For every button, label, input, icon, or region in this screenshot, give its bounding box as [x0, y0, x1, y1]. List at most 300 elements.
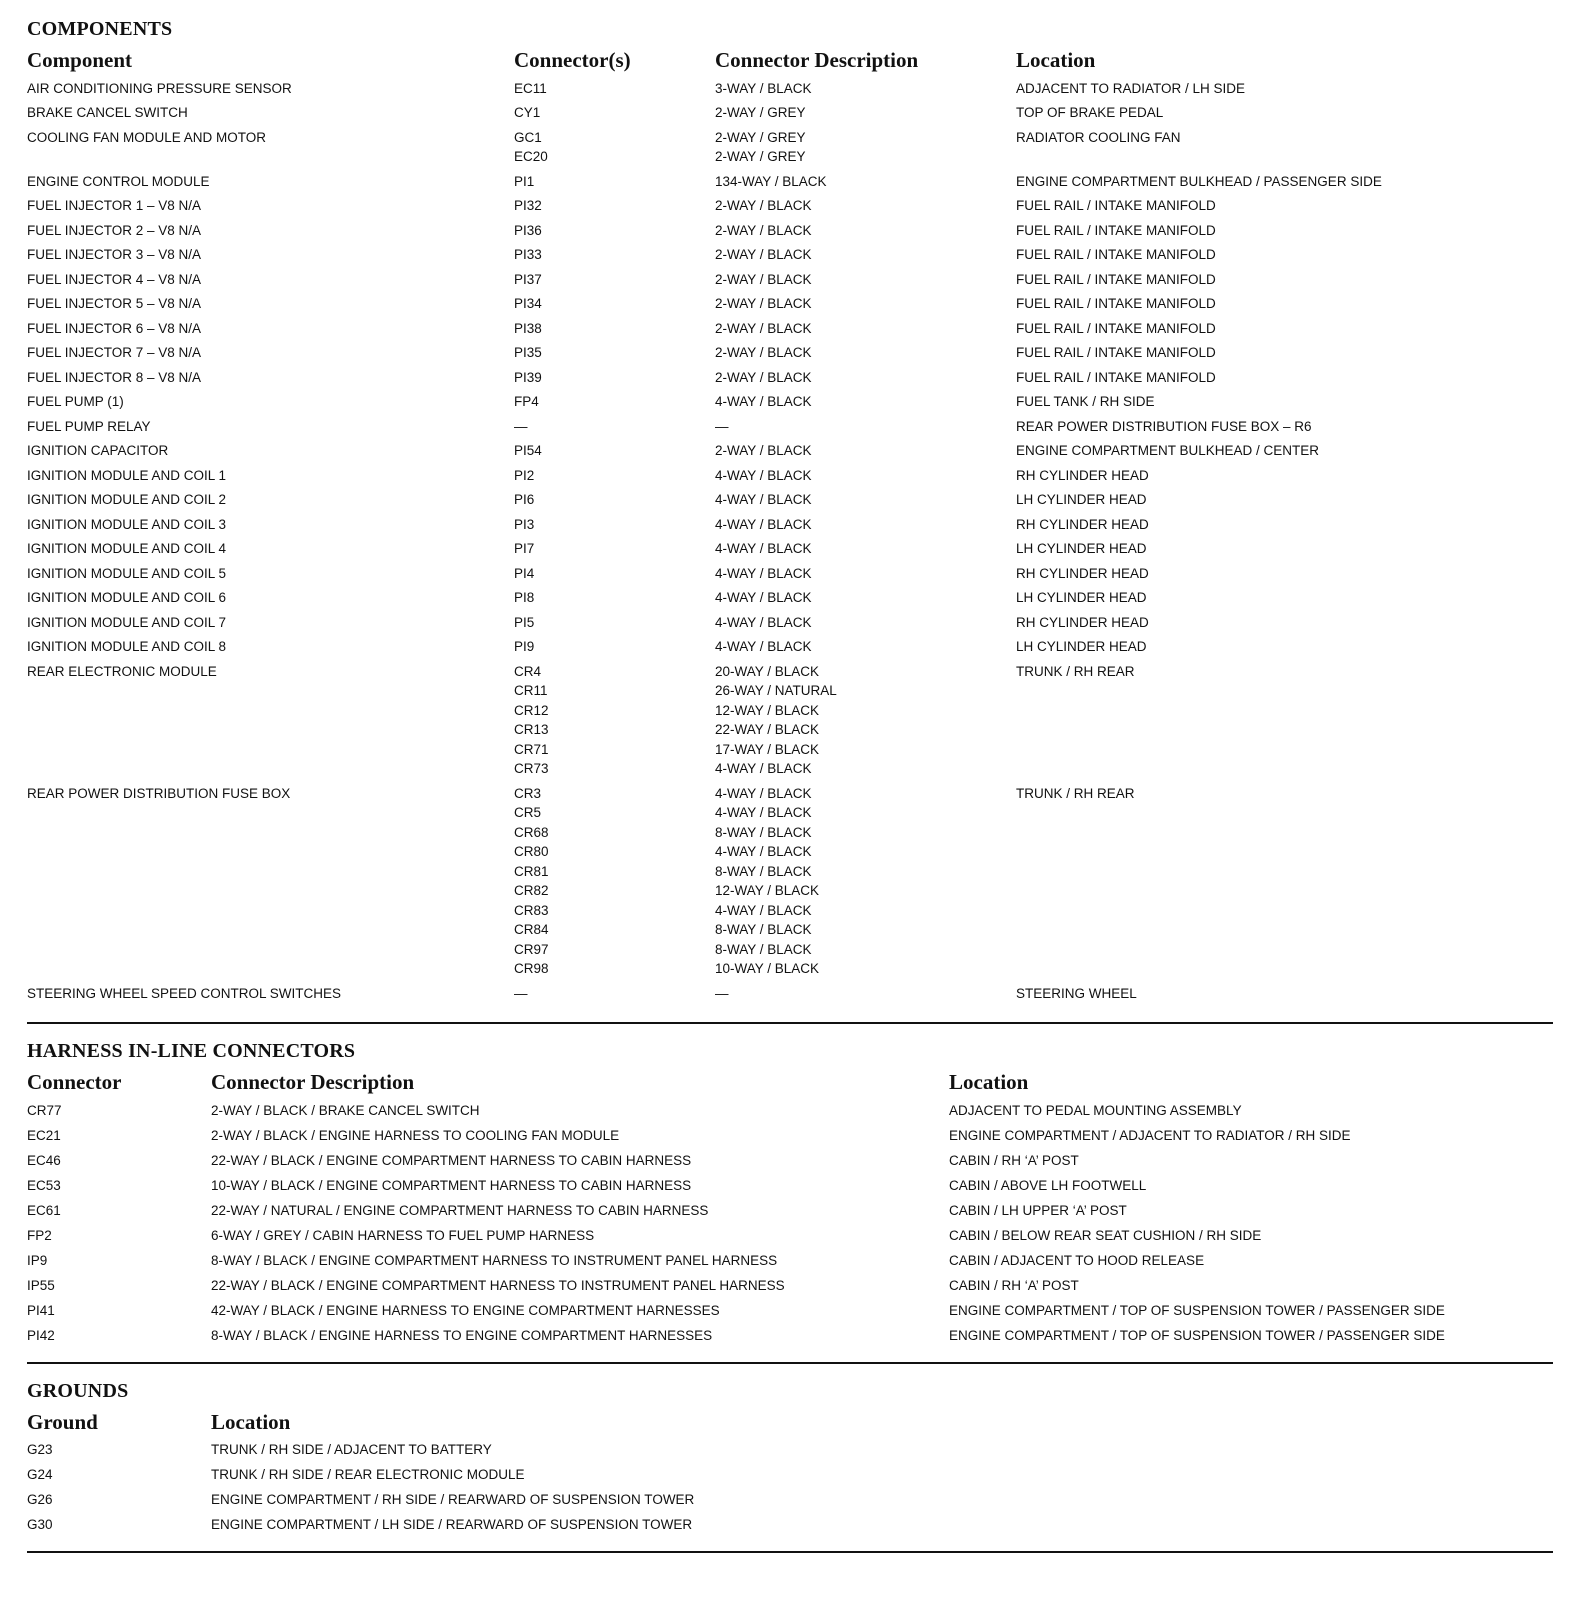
component-name-text: IGNITION MODULE AND COIL 6: [27, 590, 227, 605]
connector-description: 4-WAY / BLACK: [715, 492, 812, 507]
grounds-table-body: [27, 1438, 1553, 1537]
connector-id: CR3: [514, 785, 542, 801]
table-row: [27, 243, 1553, 268]
connector-id: CR73: [514, 761, 549, 776]
table-row: [27, 365, 1553, 390]
connector-id: EC61: [27, 1202, 61, 1218]
connector-id: PI54: [514, 443, 542, 458]
component-name: [27, 662, 514, 682]
component-name: [27, 128, 514, 148]
component-name-text: COOLING FAN MODULE AND MOTOR: [27, 129, 267, 145]
component-location-text: LH CYLINDER HEAD: [1016, 639, 1147, 654]
component-location-text: ENGINE COMPARTMENT BULKHEAD / PASSENGER SIDE: [1016, 173, 1382, 189]
connector-description-list: [715, 343, 1016, 363]
ground-location: TRUNK / RH SIDE / ADJACENT TO BATTERY: [211, 1442, 492, 1458]
component-location-text: LH CYLINDER HEAD: [1016, 541, 1147, 556]
connector-location: ENGINE COMPARTMENT / ADJACENT TO RADIATOR / RH SIDE: [949, 1127, 1351, 1143]
connector-location: ENGINE COMPARTMENT / TOP OF SUSPENSION TOWER / PASSENGER SIDE: [949, 1303, 1445, 1319]
component-location: [1016, 270, 1553, 290]
connector-id: CR82: [514, 883, 549, 898]
component-name-text: FUEL PUMP (1): [27, 394, 124, 409]
component-location-text: RH CYLINDER HEAD: [1016, 565, 1149, 581]
document-page: [27, 14, 1553, 1553]
component-location-text: ENGINE COMPARTMENT BULKHEAD / CENTER: [1016, 443, 1320, 458]
header-location: Location: [211, 1410, 291, 1435]
table-row: [27, 1098, 1553, 1123]
component-name-text: FUEL PUMP RELAY: [27, 418, 151, 434]
component-name-text: FUEL INJECTOR 6 – V8 N/A: [27, 320, 202, 336]
connector-description: 4-WAY / BLACK: [715, 516, 812, 532]
table-row: [27, 1513, 1553, 1538]
table-row: [27, 439, 1553, 464]
connector-description: 2-WAY / BLACK: [715, 198, 812, 213]
section-divider: [27, 1551, 1553, 1553]
table-row: [27, 316, 1553, 341]
connector-list: [514, 128, 715, 167]
component-name: [27, 613, 514, 633]
connector-id: PI7: [514, 541, 535, 556]
connector-description: 20-WAY / BLACK: [715, 663, 820, 679]
component-name: [27, 392, 514, 412]
table-row: [27, 1463, 1553, 1488]
connector-description-list: [715, 368, 1016, 388]
header-connectors: Connector(s): [514, 48, 631, 72]
component-name: [27, 637, 514, 657]
component-name: [27, 784, 514, 804]
connector-description: 4-WAY / BLACK: [715, 844, 812, 859]
connector-description: 12-WAY / BLACK: [715, 702, 820, 718]
connector-description-list: [715, 294, 1016, 314]
ground-location: TRUNK / RH SIDE / REAR ELECTRONIC MODULE: [211, 1467, 525, 1483]
table-row: [27, 659, 1553, 781]
table-row: [27, 610, 1553, 635]
connector-description: 12-WAY / BLACK: [715, 883, 820, 898]
component-location-text: ADJACENT TO RADIATOR / LH SIDE: [1016, 80, 1246, 96]
connector-description: 22-WAY / BLACK / ENGINE COMPARTMENT HARNESS TO CABIN HARNESS: [211, 1152, 692, 1168]
connector-description: 2-WAY / BLACK / BRAKE CANCEL SWITCH: [211, 1102, 480, 1118]
connector-description: 8-WAY / BLACK: [715, 863, 812, 879]
component-location-text: TRUNK / RH REAR: [1016, 663, 1135, 679]
ground-id: G26: [27, 1491, 53, 1507]
component-name-text: AIR CONDITIONING PRESSURE SENSOR: [27, 80, 292, 96]
component-name: [27, 588, 514, 608]
connector-id: EC11: [514, 80, 547, 96]
table-row: [27, 1223, 1553, 1248]
component-location: [1016, 128, 1553, 148]
connector-description-list: [715, 196, 1016, 216]
component-location: [1016, 368, 1553, 388]
connector-description: 17-WAY / BLACK: [715, 741, 820, 757]
connector-id: CR77: [27, 1102, 62, 1118]
connector-list: [514, 564, 715, 584]
connector-id: CR68: [514, 824, 549, 840]
connector-description: 10-WAY / BLACK: [715, 961, 820, 976]
connector-id: EC53: [27, 1177, 61, 1193]
table-row: [27, 1198, 1553, 1223]
component-name-text: ENGINE CONTROL MODULE: [27, 173, 210, 189]
component-name-text: FUEL INJECTOR 7 – V8 N/A: [27, 345, 202, 360]
component-location: [1016, 172, 1553, 192]
connector-id: CR81: [514, 863, 549, 879]
table-row: [27, 1298, 1553, 1323]
connector-id: CR84: [514, 922, 549, 937]
connector-list: [514, 245, 715, 265]
connector-id: CR5: [514, 805, 542, 820]
connector-description-list: [715, 490, 1016, 510]
table-row: [27, 561, 1553, 586]
table-row: [27, 125, 1553, 169]
connector-list: [514, 270, 715, 290]
component-location-text: REAR POWER DISTRIBUTION FUSE BOX – R6: [1016, 418, 1312, 434]
connector-location: CABIN / ABOVE LH FOOTWELL: [949, 1177, 1147, 1193]
component-location-text: LH CYLINDER HEAD: [1016, 590, 1147, 605]
connector-description-list: [715, 466, 1016, 486]
connector-description: 8-WAY / BLACK: [715, 922, 812, 937]
connector-description: 134-WAY / BLACK: [715, 173, 827, 189]
table-row: [27, 414, 1553, 439]
connector-description: 4-WAY / BLACK: [715, 639, 812, 654]
connector-id: PI33: [514, 247, 542, 262]
connector-description: 2-WAY / BLACK: [715, 345, 812, 360]
connector-location: CABIN / LH UPPER ‘A’ POST: [949, 1202, 1127, 1218]
component-name: [27, 368, 514, 388]
component-location: [1016, 564, 1553, 584]
component-name: [27, 196, 514, 216]
connector-description: 2-WAY / BLACK: [715, 369, 812, 385]
connector-list: [514, 319, 715, 339]
component-location-text: FUEL RAIL / INTAKE MANIFOLD: [1016, 271, 1216, 287]
component-name: [27, 343, 514, 363]
connector-id: PI34: [514, 296, 542, 311]
connector-id: PI4: [514, 565, 535, 581]
component-name: [27, 79, 514, 99]
component-location: [1016, 319, 1553, 339]
connector-location: CABIN / RH ‘A’ POST: [949, 1278, 1079, 1294]
ground-id: G30: [27, 1516, 53, 1532]
table-row: [27, 488, 1553, 513]
connector-description-list: [715, 539, 1016, 559]
component-name: [27, 441, 514, 461]
connector-description: 2-WAY / BLACK: [715, 222, 812, 238]
connector-list: [514, 392, 715, 412]
connector-list: [514, 417, 715, 437]
component-name-text: FUEL INJECTOR 4 – V8 N/A: [27, 271, 202, 287]
connector-description: 2-WAY / BLACK: [715, 443, 812, 458]
components-title: COMPONENTS: [27, 18, 173, 40]
component-location: [1016, 515, 1553, 535]
connector-description: 42-WAY / BLACK / ENGINE HARNESS TO ENGINE COMPARTMENT HARNESSES: [211, 1303, 720, 1319]
component-location: [1016, 221, 1553, 241]
connector-description: —: [715, 985, 729, 1001]
ground-id: G24: [27, 1467, 53, 1483]
connector-description: 3-WAY / BLACK: [715, 80, 812, 96]
grounds-title: GROUNDS: [27, 1380, 129, 1403]
connector-id: CR11: [514, 683, 548, 698]
table-row: [27, 1273, 1553, 1298]
connector-description-list: [715, 319, 1016, 339]
connector-id: EC21: [27, 1127, 61, 1143]
table-row: [27, 1173, 1553, 1198]
connector-description-list: [715, 613, 1016, 633]
table-row: [27, 292, 1553, 317]
component-location: [1016, 466, 1553, 486]
connector-description-list: [715, 984, 1016, 1004]
connector-description-list: [715, 588, 1016, 608]
connector-id: CR98: [514, 961, 549, 976]
component-location-text: RADIATOR COOLING FAN: [1016, 129, 1181, 145]
table-row: [27, 218, 1553, 243]
component-name-text: IGNITION CAPACITOR: [27, 443, 169, 458]
connector-id: CR71: [514, 741, 549, 757]
connector-description: 4-WAY / BLACK: [715, 614, 812, 630]
connector-description: 22-WAY / BLACK: [715, 722, 820, 737]
connector-id: PI8: [514, 590, 535, 605]
component-location: [1016, 637, 1553, 657]
harness-section: [27, 1036, 1553, 1349]
component-name-text: IGNITION MODULE AND COIL 8: [27, 639, 227, 654]
component-location: [1016, 343, 1553, 363]
component-location-text: RH CYLINDER HEAD: [1016, 516, 1149, 532]
connector-id: CR13: [514, 722, 549, 737]
table-row: [27, 537, 1553, 562]
grounds-header-row: [27, 1406, 1553, 1438]
connector-description-list: [715, 270, 1016, 290]
connector-list: [514, 221, 715, 241]
table-row: [27, 169, 1553, 194]
component-location-text: TOP OF BRAKE PEDAL: [1016, 105, 1164, 120]
connector-description: 10-WAY / BLACK / ENGINE COMPARTMENT HARNESS TO CABIN HARNESS: [211, 1177, 692, 1193]
harness-table-body: [27, 1098, 1553, 1349]
ground-location: ENGINE COMPARTMENT / RH SIDE / REARWARD OF SUSPENSION TOWER: [211, 1491, 695, 1507]
connector-id: PI3: [514, 516, 535, 532]
connector-description: 2-WAY / BLACK / ENGINE HARNESS TO COOLING FAN MODULE: [211, 1127, 620, 1143]
component-location-text: FUEL RAIL / INTAKE MANIFOLD: [1016, 369, 1216, 385]
connector-id: CR80: [514, 844, 549, 859]
component-name: [27, 466, 514, 486]
connector-list: [514, 515, 715, 535]
connector-description: 22-WAY / BLACK / ENGINE COMPARTMENT HARNESS TO INSTRUMENT PANEL HARNESS: [211, 1278, 785, 1294]
table-row: [27, 390, 1553, 415]
component-location-text: FUEL RAIL / INTAKE MANIFOLD: [1016, 198, 1216, 213]
header-ground: Ground: [27, 1410, 98, 1435]
connector-id: PI39: [514, 369, 542, 385]
component-location-text: FUEL RAIL / INTAKE MANIFOLD: [1016, 320, 1216, 336]
grounds-section: [27, 1376, 1553, 1537]
connector-list: [514, 662, 715, 779]
component-name: [27, 984, 514, 1004]
components-table-body: [27, 76, 1553, 1006]
component-location: [1016, 588, 1553, 608]
component-name: [27, 417, 514, 437]
component-name-text: BRAKE CANCEL SWITCH: [27, 105, 188, 120]
connector-description: 4-WAY / BLACK: [715, 394, 812, 409]
component-name-text: REAR POWER DISTRIBUTION FUSE BOX: [27, 785, 291, 801]
component-location: [1016, 103, 1553, 123]
connector-list: [514, 613, 715, 633]
table-row: [27, 635, 1553, 660]
connector-description: 2-WAY / BLACK: [715, 320, 812, 336]
connector-location: CABIN / ADJACENT TO HOOD RELEASE: [949, 1253, 1205, 1269]
connector-location: ENGINE COMPARTMENT / TOP OF SUSPENSION TOWER / PASSENGER SIDE: [949, 1328, 1445, 1344]
component-location-text: RH CYLINDER HEAD: [1016, 614, 1149, 630]
component-name: [27, 490, 514, 510]
connector-id: FP2: [27, 1227, 52, 1243]
connector-id: —: [514, 985, 528, 1001]
component-name-text: IGNITION MODULE AND COIL 5: [27, 565, 227, 581]
connector-id: CR4: [514, 663, 542, 679]
component-location: [1016, 984, 1553, 1004]
table-row: [27, 76, 1553, 101]
connector-description-list: [715, 417, 1016, 437]
component-name: [27, 221, 514, 241]
component-name-text: IGNITION MODULE AND COIL 3: [27, 516, 227, 532]
connector-list: [514, 784, 715, 979]
component-name-text: IGNITION MODULE AND COIL 7: [27, 614, 227, 630]
connector-description-list: [715, 564, 1016, 584]
connector-description: 4-WAY / BLACK: [715, 541, 812, 556]
component-location-text: TRUNK / RH REAR: [1016, 785, 1135, 801]
component-location-text: RH CYLINDER HEAD: [1016, 467, 1149, 483]
connector-list: [514, 588, 715, 608]
connector-id: CY1: [514, 105, 541, 120]
connector-description: 4-WAY / BLACK: [715, 902, 812, 918]
connector-description-list: [715, 128, 1016, 167]
connector-description: 4-WAY / BLACK: [715, 565, 812, 581]
connector-description-list: [715, 637, 1016, 657]
connector-id: EC46: [27, 1152, 61, 1168]
connector-description: 2-WAY / GREY: [715, 129, 806, 145]
component-name: [27, 515, 514, 535]
connector-list: [514, 637, 715, 657]
connector-list: [514, 343, 715, 363]
component-location-text: FUEL RAIL / INTAKE MANIFOLD: [1016, 222, 1216, 238]
connector-id: IP9: [27, 1253, 48, 1269]
connector-description: 2-WAY / BLACK: [715, 271, 812, 287]
connector-description: 2-WAY / BLACK: [715, 247, 812, 262]
component-location: [1016, 662, 1553, 682]
table-row: [27, 981, 1553, 1006]
header-component: Component: [27, 48, 133, 72]
connector-id: FP4: [514, 394, 539, 409]
header-connector-description: Connector Description: [211, 1069, 415, 1094]
connector-description: 8-WAY / BLACK / ENGINE HARNESS TO ENGINE COMPARTMENT HARNESSES: [211, 1328, 713, 1344]
component-name-text: FUEL INJECTOR 2 – V8 N/A: [27, 222, 202, 238]
connector-list: [514, 441, 715, 461]
component-name-text: REAR ELECTRONIC MODULE: [27, 663, 217, 679]
harness-header-row: [27, 1066, 1553, 1098]
component-name-text: FUEL INJECTOR 8 – V8 N/A: [27, 369, 202, 385]
connector-description: 2-WAY / BLACK: [715, 296, 812, 311]
component-location-text: FUEL RAIL / INTAKE MANIFOLD: [1016, 345, 1216, 360]
connector-id: PI38: [514, 320, 542, 336]
connector-description-list: [715, 172, 1016, 192]
connector-description: 22-WAY / NATURAL / ENGINE COMPARTMENT HARNESS TO CABIN HARNESS: [211, 1202, 709, 1218]
table-row: [27, 781, 1553, 981]
component-name-text: IGNITION MODULE AND COIL 4: [27, 541, 227, 556]
connector-description-list: [715, 392, 1016, 412]
connector-list: [514, 294, 715, 314]
component-location-text: FUEL TANK / RH SIDE: [1016, 394, 1155, 409]
table-row: [27, 1438, 1553, 1463]
header-location: Location: [949, 1069, 1029, 1094]
header-connector-description: Connector Description: [715, 48, 919, 72]
component-name: [27, 539, 514, 559]
connector-description: 2-WAY / GREY: [715, 105, 806, 120]
component-location: [1016, 245, 1553, 265]
component-name: [27, 564, 514, 584]
table-row: [27, 512, 1553, 537]
component-location: [1016, 196, 1553, 216]
connector-location: ADJACENT TO PEDAL MOUNTING ASSEMBLY: [949, 1102, 1242, 1118]
connector-description: 8-WAY / BLACK: [715, 941, 812, 957]
connector-id: PI9: [514, 639, 535, 654]
component-location: [1016, 417, 1553, 437]
connector-id: PI35: [514, 345, 542, 360]
connector-id: PI6: [514, 492, 535, 507]
connector-id: PI42: [27, 1328, 55, 1344]
component-name-text: FUEL INJECTOR 1 – V8 N/A: [27, 198, 202, 213]
component-name-text: IGNITION MODULE AND COIL 2: [27, 492, 227, 507]
connector-id: EC20: [514, 149, 548, 164]
harness-title: HARNESS IN-LINE CONNECTORS: [27, 1039, 356, 1062]
component-location: [1016, 490, 1553, 510]
components-section: [27, 14, 1553, 1006]
connector-id: PI37: [514, 271, 542, 287]
table-row: [27, 1248, 1553, 1273]
component-name-text: FUEL INJECTOR 3 – V8 N/A: [27, 247, 202, 262]
connector-description-list: [715, 245, 1016, 265]
component-name: [27, 172, 514, 192]
table-row: [27, 1123, 1553, 1148]
connector-description-list: [715, 103, 1016, 123]
connector-id: PI5: [514, 614, 535, 630]
connector-list: [514, 984, 715, 1004]
component-location-text: LH CYLINDER HEAD: [1016, 492, 1147, 507]
connector-list: [514, 103, 715, 123]
connector-id: PI41: [27, 1303, 55, 1319]
component-name: [27, 103, 514, 123]
connector-list: [514, 196, 715, 216]
connector-description-list: [715, 221, 1016, 241]
connector-description-list: [715, 441, 1016, 461]
connector-description: 4-WAY / BLACK: [715, 467, 812, 483]
component-location: [1016, 294, 1553, 314]
table-row: [27, 463, 1553, 488]
connector-list: [514, 172, 715, 192]
component-name: [27, 270, 514, 290]
connector-description-list: [715, 784, 1016, 979]
ground-id: G23: [27, 1442, 53, 1458]
connector-id: CR83: [514, 902, 549, 918]
connector-id: PI32: [514, 198, 542, 213]
component-location-text: STEERING WHEEL: [1016, 985, 1137, 1001]
connector-id: —: [514, 418, 528, 434]
connector-location: CABIN / BELOW REAR SEAT CUSHION / RH SIDE: [949, 1227, 1262, 1243]
connector-description: 4-WAY / BLACK: [715, 805, 812, 820]
connector-list: [514, 368, 715, 388]
component-name-text: IGNITION MODULE AND COIL 1: [27, 467, 227, 483]
connector-description: 2-WAY / GREY: [715, 149, 806, 164]
connector-id: PI2: [514, 467, 535, 483]
connector-description: 6-WAY / GREY / CABIN HARNESS TO FUEL PUMP HARNESS: [211, 1227, 595, 1243]
connector-id: PI36: [514, 222, 542, 238]
table-row: [27, 1148, 1553, 1173]
component-location-text: FUEL RAIL / INTAKE MANIFOLD: [1016, 247, 1216, 262]
components-header-row: [27, 44, 1553, 76]
component-location: [1016, 784, 1553, 804]
component-location: [1016, 79, 1553, 99]
component-name: [27, 245, 514, 265]
